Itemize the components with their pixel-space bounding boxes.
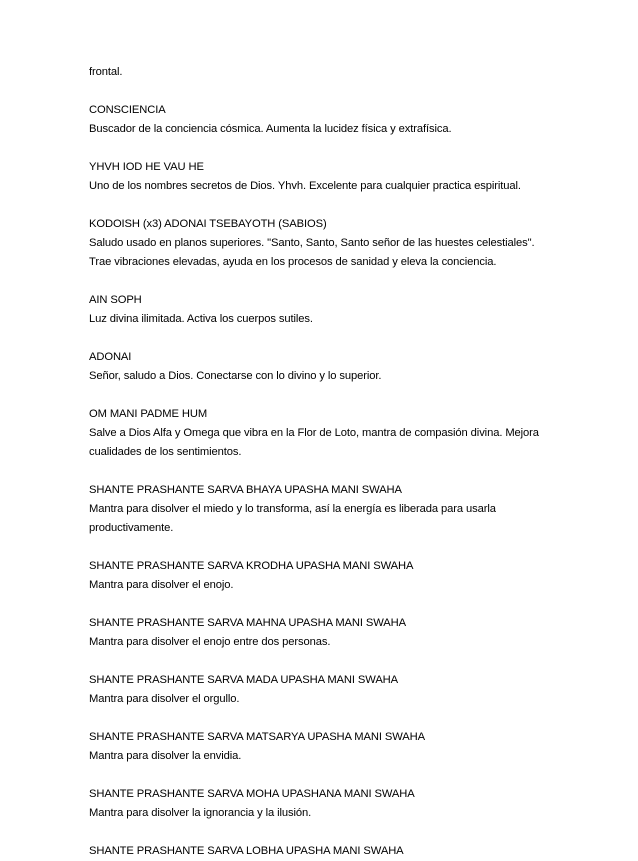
mantra-entry xyxy=(89,158,559,215)
mantra-description: Saludo usado en planos superiores. "Santo, Santo, Santo señor de las huestes celestiales". xyxy=(89,237,535,249)
mantra-title: SHANTE PRASHANTE SARVA MATSARYA UPASHA MANI SWAHA xyxy=(89,731,425,743)
mantra-description: Mantra para disolver el miedo y lo transforma, así la energía es liberada para usarla xyxy=(89,503,496,515)
paragraph-gap xyxy=(89,196,559,215)
mantra-title: KODOISH (x3) ADONAI TSEBAYOTH (SABIOS) xyxy=(89,218,327,230)
paragraph-gap xyxy=(89,139,559,158)
mantra-entry xyxy=(89,557,559,614)
mantra-title: SHANTE PRASHANTE SARVA KRODHA UPASHA MANI SWAHA xyxy=(89,560,414,572)
paragraph-gap xyxy=(89,82,559,101)
mantra-entry xyxy=(89,728,559,785)
mantra-entry xyxy=(89,481,559,557)
document-body xyxy=(89,63,559,861)
mantra-title: SHANTE PRASHANTE SARVA MADA UPASHA MANI SWAHA xyxy=(89,674,399,686)
mantra-title: SHANTE PRASHANTE SARVA BHAYA UPASHA MANI SWAHA xyxy=(89,484,402,496)
paragraph-gap xyxy=(89,538,559,557)
mantra-entry xyxy=(89,842,559,861)
mantra-entry xyxy=(89,671,559,728)
mantra-description: Uno de los nombres secretos de Dios. Yhvh. Excelente para cualquier practica espiritual. xyxy=(89,180,521,192)
mantra-description: Buscador de la conciencia cósmica. Aumenta la lucidez física y extrafísica. xyxy=(89,123,452,135)
mantra-description: Mantra para disolver el enojo. xyxy=(89,579,234,591)
paragraph-gap xyxy=(89,709,559,728)
mantra-entry xyxy=(89,215,559,291)
mantra-description: Mantra para disolver la ignorancia y la ilusión. xyxy=(89,807,312,819)
mantra-description: Mantra para disolver el enojo entre dos personas. xyxy=(89,636,331,648)
mantra-entry xyxy=(89,614,559,671)
mantra-entry xyxy=(89,101,559,158)
mantra-title: YHVH IOD HE VAU HE xyxy=(89,161,204,173)
mantra-description: Trae vibraciones elevadas, ayuda en los procesos de sanidad y eleva la conciencia. xyxy=(89,256,497,268)
mantra-entry xyxy=(89,291,559,348)
mantra-title: OM MANI PADME HUM xyxy=(89,408,208,420)
paragraph-gap xyxy=(89,595,559,614)
paragraph-gap xyxy=(89,272,559,291)
mantra-title: SHANTE PRASHANTE SARVA MOHA UPASHANA MANI SWAHA xyxy=(89,788,415,800)
paragraph-gap xyxy=(89,329,559,348)
mantra-description: Mantra para disolver la envidia. xyxy=(89,750,242,762)
mantra-entry xyxy=(89,785,559,842)
paragraph-gap xyxy=(89,386,559,405)
mantra-description: Salve a Dios Alfa y Omega que vibra en la Flor de Loto, mantra de compasión divina. Mejora xyxy=(89,427,539,439)
mantra-title: SHANTE PRASHANTE SARVA MAHNA UPASHA MANI SWAHA xyxy=(89,617,407,629)
mantra-description: Luz divina ilimitada. Activa los cuerpos sutiles. xyxy=(89,313,313,325)
mantra-title: SHANTE PRASHANTE SARVA LOBHA UPASHA MANI SWAHA xyxy=(89,845,404,857)
mantra-description: productivamente. xyxy=(89,522,174,534)
mantra-entry xyxy=(89,405,559,481)
mantra-title: ADONAI xyxy=(89,351,132,363)
paragraph-gap xyxy=(89,652,559,671)
mantra-entry xyxy=(89,348,559,405)
mantra-description: Mantra para disolver el orgullo. xyxy=(89,693,240,705)
mantra-title: AIN SOPH xyxy=(89,294,142,306)
mantra-description: cualidades de los sentimientos. xyxy=(89,446,242,458)
lead-text: frontal. xyxy=(89,66,123,78)
paragraph-gap xyxy=(89,462,559,481)
mantra-title: CONSCIENCIA xyxy=(89,104,166,116)
mantra-description: Señor, saludo a Dios. Conectarse con lo divino y lo superior. xyxy=(89,370,382,382)
paragraph-gap xyxy=(89,766,559,785)
